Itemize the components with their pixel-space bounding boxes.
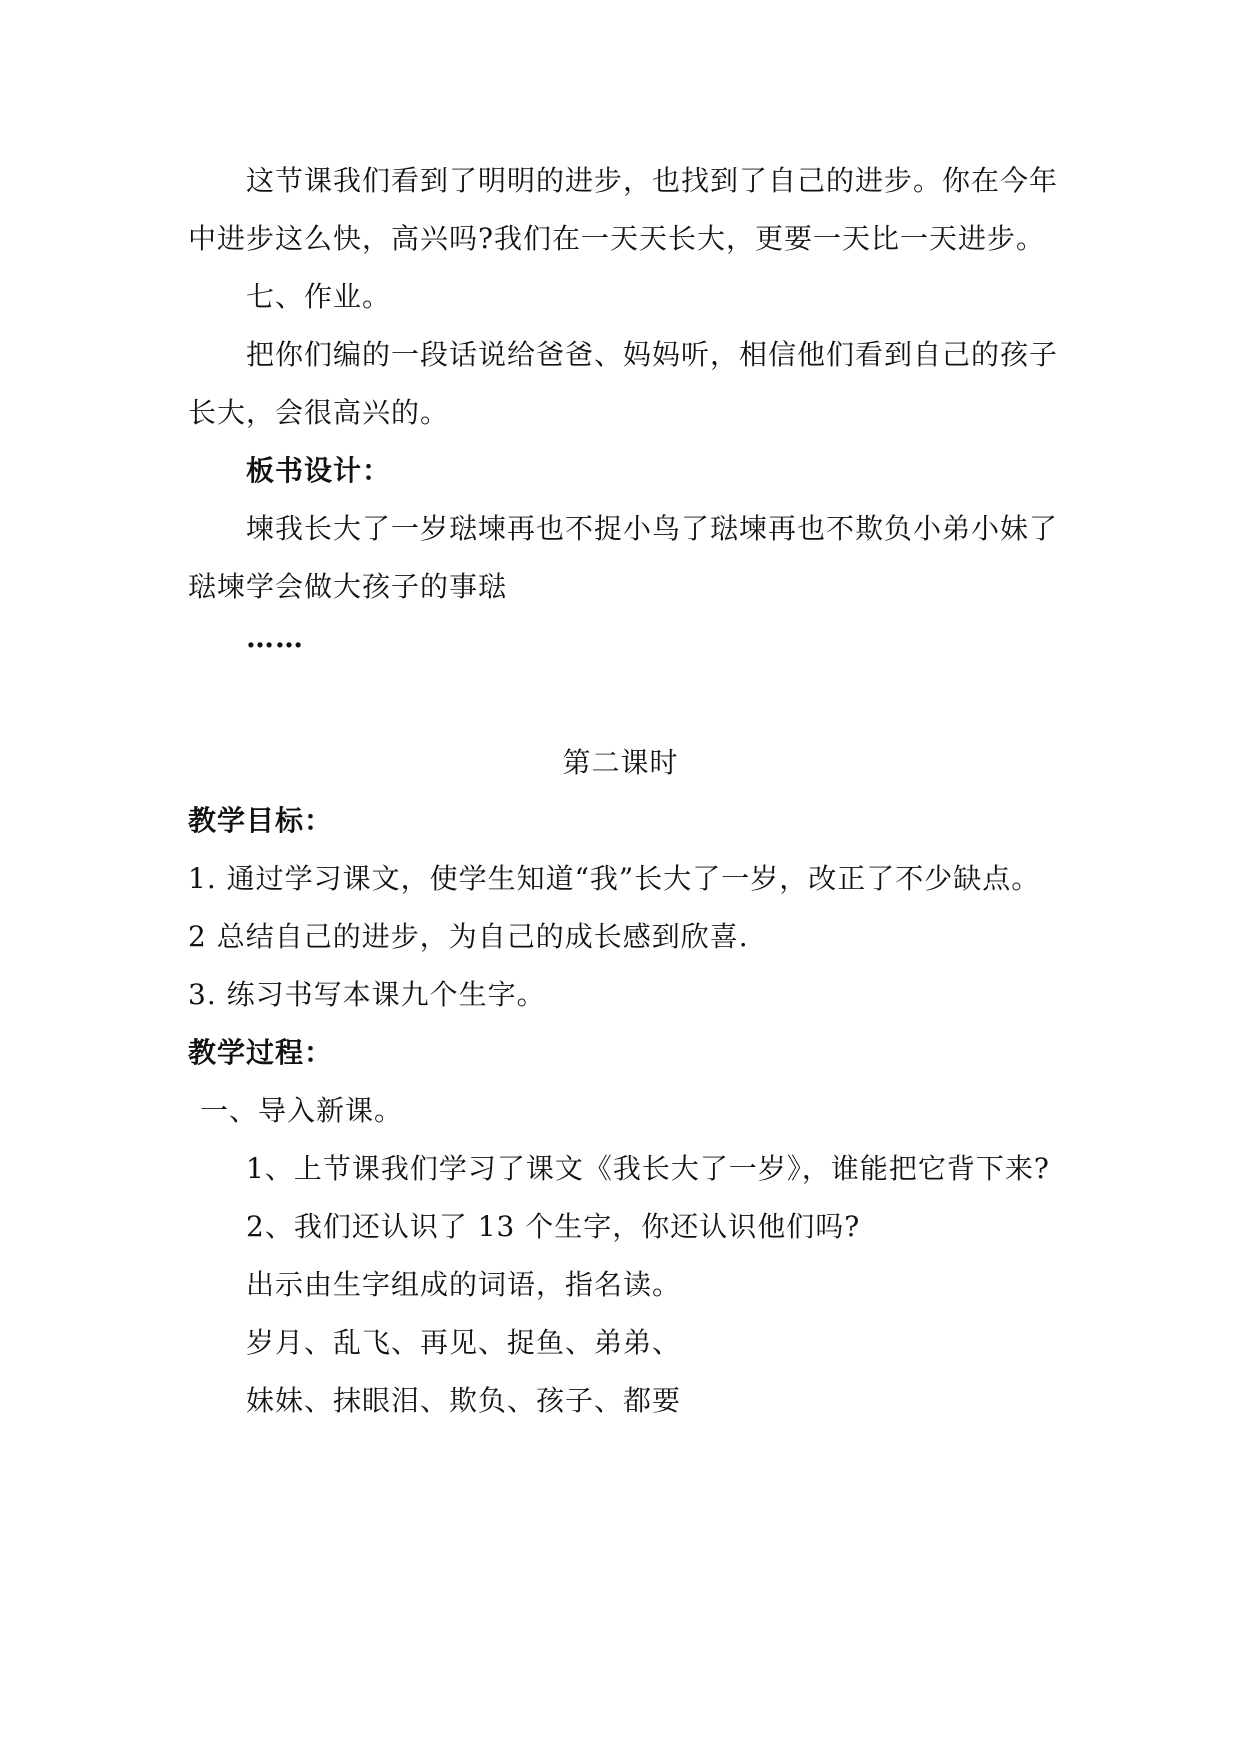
paragraph-line: 出示由生字组成的词语，指名读。 (246, 1268, 682, 1301)
section-heading-homework: 七、作业。 (246, 280, 392, 313)
objective-item: 2 总结自己的进步，为自己的成长感到欣喜. (188, 920, 749, 953)
board-design-line: 堜我长大了一岁琺堜再也不捉小鸟了琺堜再也不欺负小弟小妹了 (246, 512, 1059, 545)
word-list-line: 妹妹、抹眼泪、欺负、孩子、都要 (246, 1384, 682, 1417)
paragraph-line: 把你们编的一段话说给爸爸、妈妈听，相信他们看到自己的孩子 (246, 338, 1059, 371)
lesson-title: 第二课时 (562, 746, 679, 779)
teaching-objectives-heading: 教学目标： (188, 804, 334, 837)
objective-item: 3. 练习书写本课九个生字。 (188, 978, 546, 1011)
process-step-heading: 一、导入新课。 (200, 1094, 404, 1127)
process-item: 2、我们还认识了 13 个生字，你还认识他们吗? (246, 1210, 861, 1243)
board-design-line: 琺堜学会做大孩子的事琺 (188, 570, 508, 603)
process-item: 1、上节课我们学习了课文《我长大了一岁》，谁能把它背下来? (246, 1152, 1050, 1185)
paragraph-line: 长大，会很高兴的。 (188, 396, 450, 429)
board-design-heading: 板书设计： (246, 454, 392, 487)
paragraph-line: 中进步这么快，高兴吗?我们在一天天长大，更要一天比一天进步。 (188, 222, 1046, 255)
objective-item: 1. 通过学习课文，使学生知道“我”长大了一岁，改正了不少缺点。 (188, 862, 1041, 895)
paragraph-line: 这节课我们看到了明明的进步，也找到了自己的进步。你在今年 (246, 164, 1059, 197)
word-list-line: 岁月、乱飞、再见、捉鱼、弟弟、 (246, 1326, 682, 1359)
teaching-process-heading: 教学过程： (188, 1036, 334, 1069)
ellipsis: …… (246, 621, 304, 654)
